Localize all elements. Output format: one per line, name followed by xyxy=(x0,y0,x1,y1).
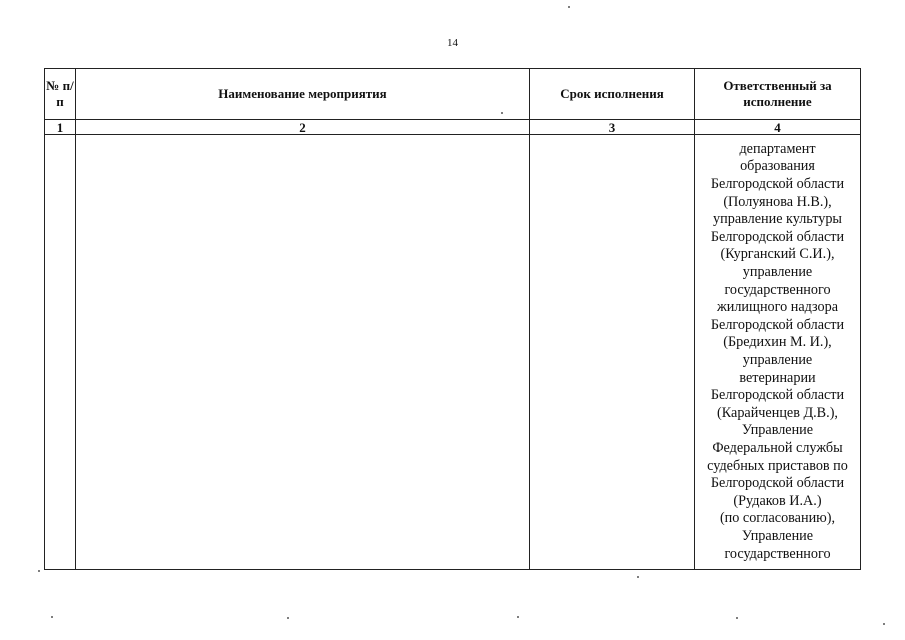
responsible-line: Белгородской области xyxy=(710,228,845,245)
responsible-line: судебных приставов по xyxy=(707,457,848,474)
responsible-line: (Курганский С.И.), xyxy=(720,246,835,263)
scan-speck xyxy=(51,616,53,618)
responsible-cell xyxy=(695,135,861,570)
scan-speck xyxy=(637,576,639,578)
column-number: 3 xyxy=(530,120,695,135)
column-number: 2 xyxy=(76,120,530,135)
header-number: № п/п xyxy=(45,69,76,120)
responsible-line: департамент xyxy=(739,140,816,157)
responsible-line: жилищного надзора xyxy=(716,299,839,316)
scan-speck xyxy=(736,617,738,619)
responsible-line: Управление xyxy=(741,422,814,439)
responsible-line: государственного xyxy=(724,545,831,562)
responsible-line: управление культуры xyxy=(713,211,842,228)
scan-speck xyxy=(883,623,885,625)
column-number-row xyxy=(45,120,861,135)
responsible-line: Белгородской области xyxy=(710,176,845,193)
column-number: 1 xyxy=(45,120,76,135)
event-name-cell xyxy=(76,135,530,570)
responsible-line: (Полуянова Н.В.), xyxy=(723,193,832,210)
header-deadline: Срок исполнения xyxy=(530,69,695,120)
scan-speck xyxy=(287,617,289,619)
responsible-line: образования xyxy=(740,158,815,175)
responsible-line: (Рудаков И.А.) xyxy=(733,492,822,509)
events-table xyxy=(44,68,861,570)
scan-speck xyxy=(38,570,40,572)
responsible-line: ветеринарии xyxy=(739,369,816,386)
responsible-line: (по согласованию), xyxy=(719,510,836,527)
responsible-line: Белгородской области xyxy=(710,475,845,492)
table-row xyxy=(45,135,861,570)
scan-speck xyxy=(501,112,503,114)
table-header-row xyxy=(45,69,861,120)
responsible-line: Федеральной службы xyxy=(712,439,843,456)
responsible-line: государственного xyxy=(724,281,831,298)
header-responsible: Ответственный за исполнение xyxy=(695,69,861,120)
responsible-line: Белгородской области xyxy=(710,316,845,333)
header-event-name: Наименование мероприятия xyxy=(76,69,530,120)
deadline-cell xyxy=(530,135,695,570)
column-number: 4 xyxy=(695,120,861,135)
responsible-line: управление xyxy=(742,352,813,368)
row-number-cell xyxy=(45,135,76,570)
responsible-line: управление xyxy=(742,264,813,281)
responsible-line: Управление xyxy=(741,527,814,544)
responsible-line: Белгородской области xyxy=(710,387,845,404)
responsible-line: (Карайченцев Д.В.), xyxy=(717,404,838,421)
responsible-line: (Бредихин М. И.), xyxy=(723,334,832,351)
scan-speck xyxy=(568,6,570,8)
page-number: 14 xyxy=(447,37,458,49)
scan-speck xyxy=(517,616,519,618)
